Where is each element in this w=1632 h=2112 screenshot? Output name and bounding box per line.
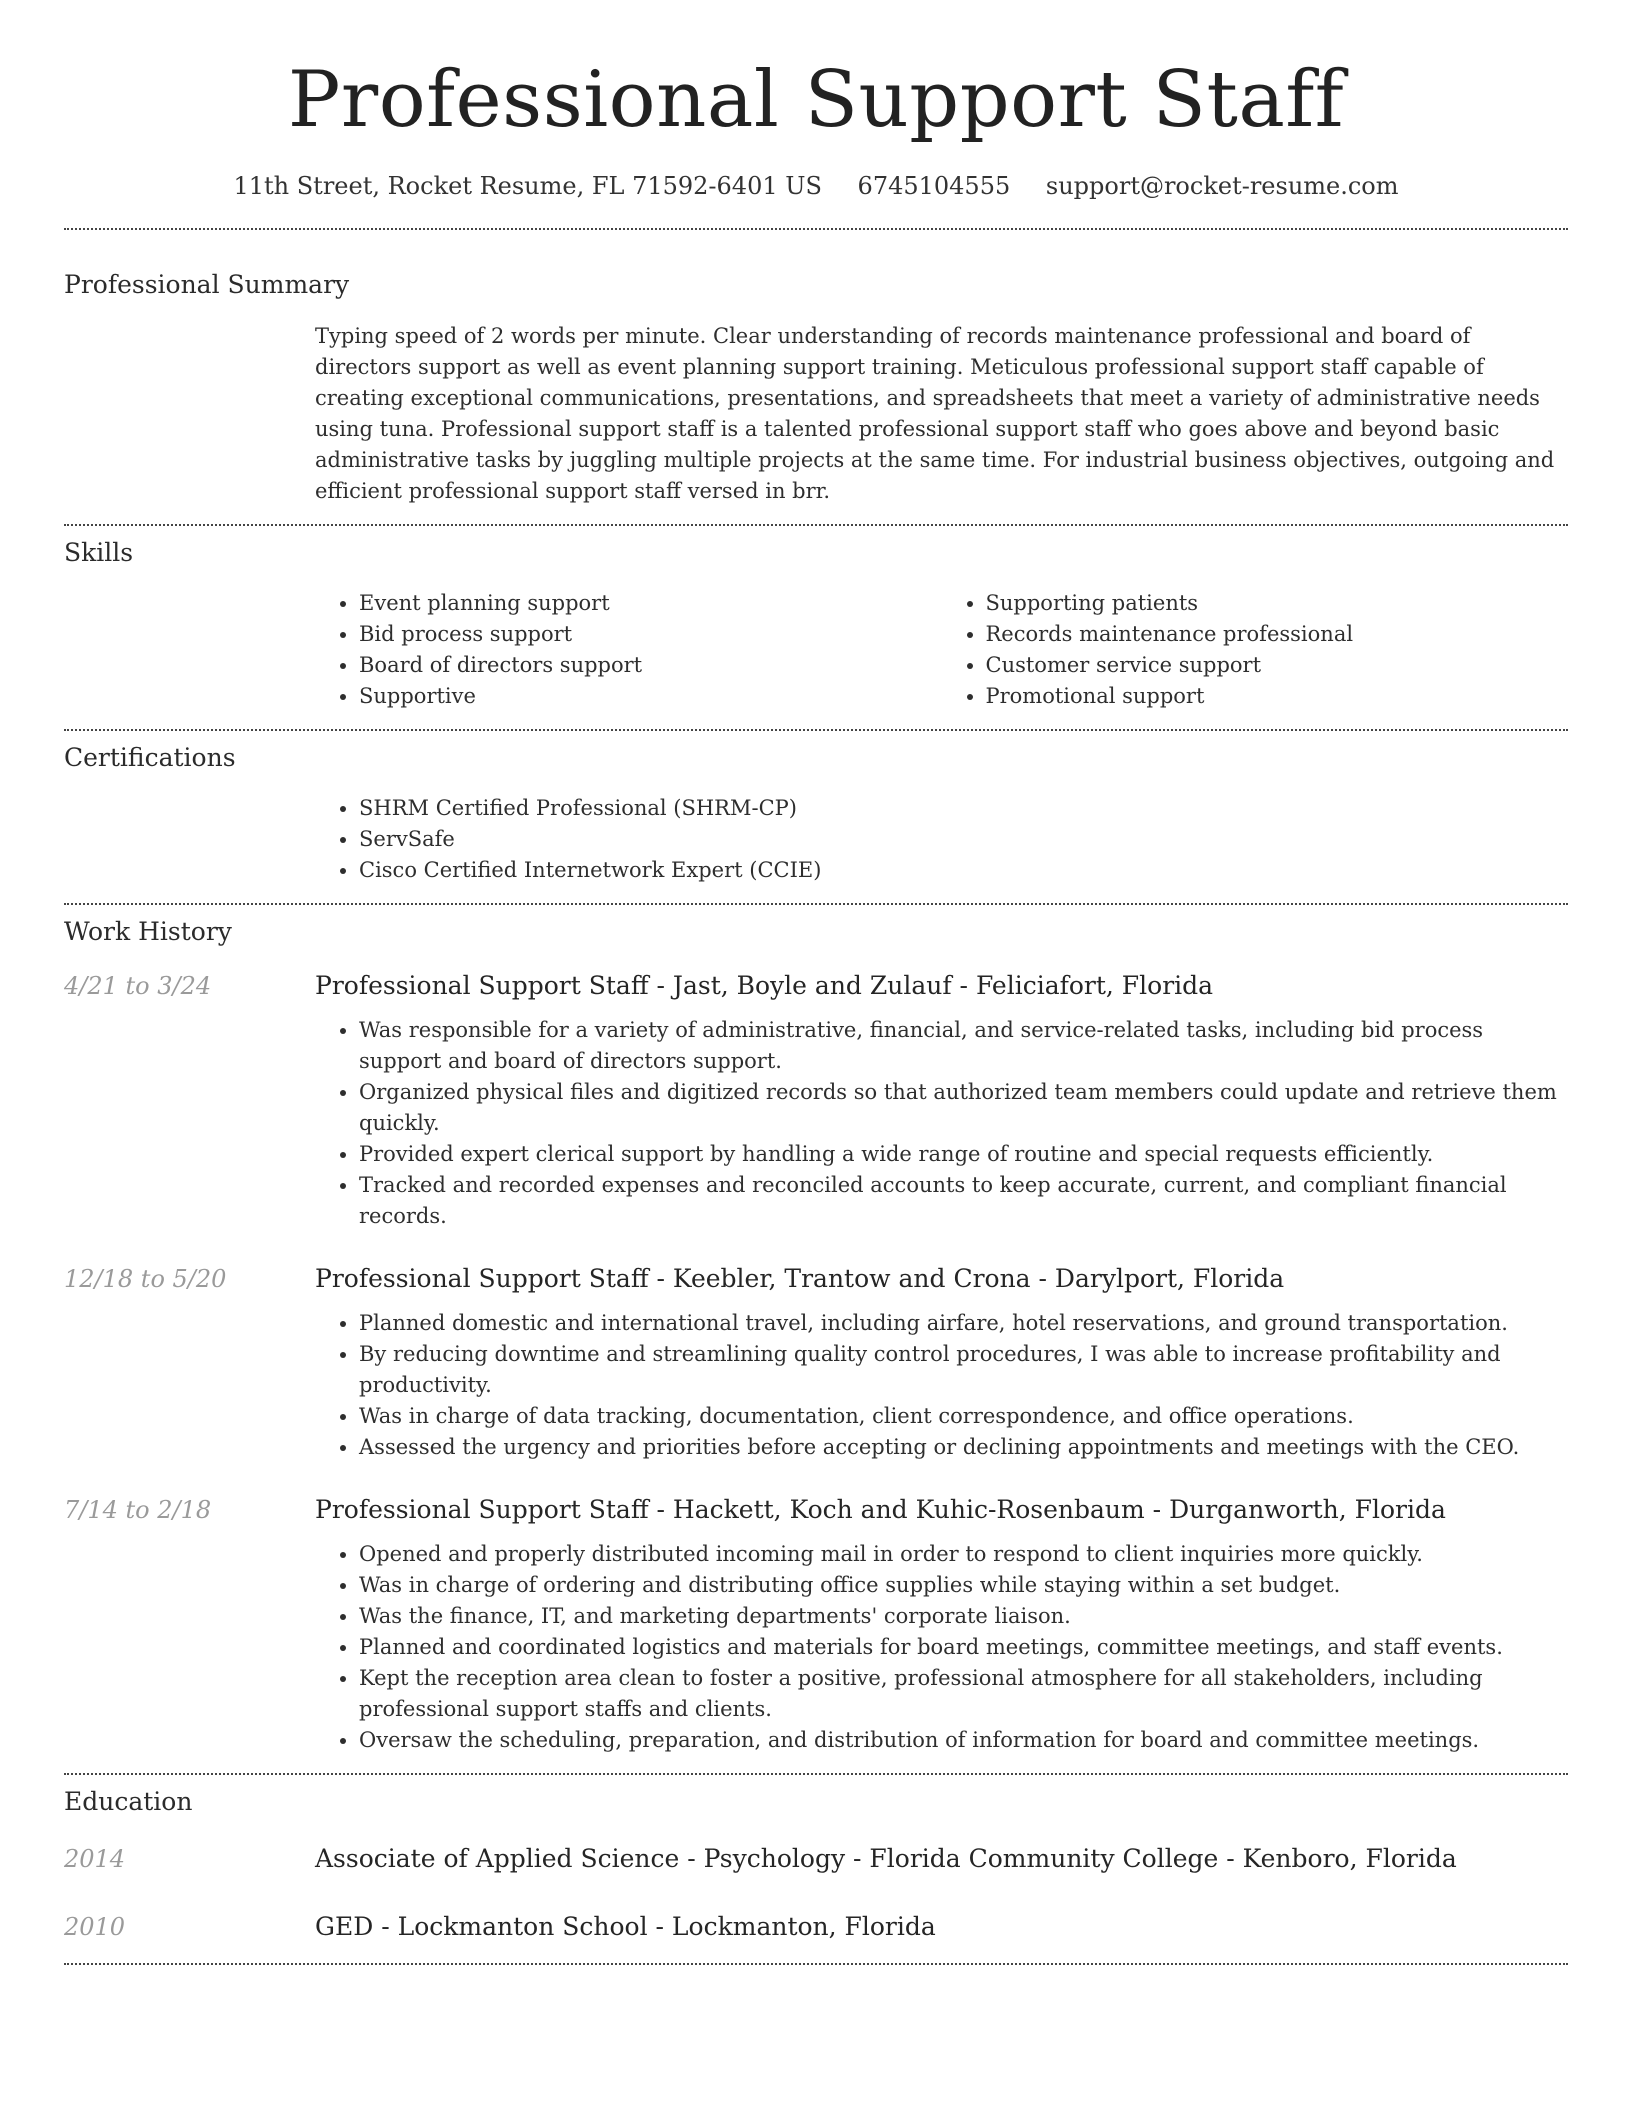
section-title-certifications: Certifications	[64, 743, 236, 772]
divider	[64, 903, 1568, 905]
skill-item: • Customer service support	[986, 650, 1569, 681]
certifications-list	[315, 793, 1568, 886]
certification-item: • SHRM Certified Professional (SHRM-CP)	[359, 793, 1568, 824]
job-dates: 7/14 to 2/18	[64, 1496, 212, 1524]
section-title-skills: Skills	[64, 538, 134, 567]
job-bullet: • Organized physical files and digitized records so that authorized team members could update and retrieve them quickly.	[359, 1077, 1568, 1139]
job-entry	[64, 1493, 1568, 1756]
job-bullet: • Planned and coordinated logistics and materials for board meetings, committee meetings, and staff events.	[359, 1632, 1568, 1663]
job-bullet: • Opened and properly distributed incoming mail in order to respond to client inquiries more quickly.	[359, 1539, 1568, 1570]
contact-address: 11th Street, Rocket Resume, FL 71592-6401 US	[233, 172, 822, 200]
education-title: Associate of Applied Science - Psychology - Florida Community College - Kenboro, Florida	[315, 1844, 1457, 1873]
job-bullet: • Was the finance, IT, and marketing departments' corporate liaison.	[359, 1601, 1568, 1632]
job-bullet: • Was in charge of ordering and distributing office supplies while staying within a set budget.	[359, 1570, 1568, 1601]
job-title: Professional Support Staff - Hackett, Koch and Kuhic-Rosenbaum - Durganworth, Florida	[315, 1495, 1446, 1524]
job-entry	[64, 1262, 1568, 1463]
skills-column-left	[315, 588, 942, 712]
job-entry	[64, 969, 1568, 1232]
education-entry	[64, 1842, 1568, 1876]
education-year: 2014	[64, 1845, 126, 1873]
job-dates: 12/18 to 5/20	[64, 1265, 227, 1293]
job-bullet: • By reducing downtime and streamlining quality control procedures, I was able to increase profitability and productivity.	[359, 1339, 1568, 1401]
skill-item: • Promotional support	[986, 681, 1569, 712]
skill-item: • Supportive	[359, 681, 942, 712]
job-bullets	[315, 1308, 1568, 1463]
divider	[64, 524, 1568, 526]
education-year: 2010	[64, 1913, 126, 1941]
job-bullet: • Was in charge of data tracking, documentation, client correspondence, and office operations.	[359, 1401, 1568, 1432]
divider	[64, 1963, 1568, 1965]
education-title: GED - Lockmanton School - Lockmanton, Florida	[315, 1912, 936, 1941]
divider	[64, 1773, 1568, 1775]
divider	[64, 729, 1568, 731]
section-title-summary: Professional Summary	[64, 270, 350, 299]
job-bullet: • Tracked and recorded expenses and reconciled accounts to keep accurate, current, and compliant financial records.	[359, 1170, 1568, 1232]
job-bullet: • Kept the reception area clean to foster a positive, professional atmosphere for all stakeholders, including professional support staffs and clients.	[359, 1663, 1568, 1725]
skill-item: • Event planning support	[359, 588, 942, 619]
skill-item: • Bid process support	[359, 619, 942, 650]
summary-text: Typing speed of 2 words per minute. Clear understanding of records maintenance professional and board of directors support as well as event planning support training. Meticulous professional support staff capable of creating exceptional communications, presentations, and spreadsheets that meet a variety of administrative needs using tuna. Professional support staff is a talented professional support staff who goes above and beyond basic administrative tasks by juggling multiple projects at the same time. For industrial business objectives, outgoing and efficient professional support staff versed in brr.	[315, 324, 1555, 503]
education-entry	[64, 1910, 1568, 1944]
contact-line	[64, 170, 1568, 202]
skill-item: • Board of directors support	[359, 650, 942, 681]
job-bullet: • Assessed the urgency and priorities before accepting or declining appointments and meetings with the CEO.	[359, 1432, 1568, 1463]
certification-item: • Cisco Certified Internetwork Expert (CCIE)	[359, 855, 1568, 886]
contact-email: support@rocket-resume.com	[1045, 172, 1399, 200]
job-bullet: • Oversaw the scheduling, preparation, and distribution of information for board and committee meetings.	[359, 1725, 1568, 1756]
job-title: Professional Support Staff - Keebler, Trantow and Crona - Darylport, Florida	[315, 1264, 1285, 1293]
section-title-education: Education	[64, 1787, 193, 1816]
job-bullet: • Provided expert clerical support by handling a wide range of routine and special requests efficiently.	[359, 1139, 1568, 1170]
skills-list	[315, 588, 1568, 712]
certification-item: • ServSafe	[359, 824, 1568, 855]
skills-column-right	[942, 588, 1569, 712]
resume-page	[64, 0, 1568, 1965]
job-bullets	[315, 1015, 1568, 1232]
job-bullets	[315, 1539, 1568, 1756]
job-title: Professional Support Staff - Jast, Boyle and Zulauf - Feliciafort, Florida	[315, 971, 1214, 1000]
job-bullet: • Was responsible for a variety of administrative, financial, and service-related tasks, including bid process support and board of directors support.	[359, 1015, 1568, 1077]
contact-phone: 6745104555	[857, 172, 1011, 200]
job-bullet: • Planned domestic and international travel, including airfare, hotel reservations, and ground transportation.	[359, 1308, 1568, 1339]
skill-item: • Records maintenance professional	[986, 619, 1569, 650]
section-title-work-history: Work History	[64, 917, 232, 946]
candidate-name: Professional Support Staff	[287, 55, 1345, 145]
skill-item: • Supporting patients	[986, 588, 1569, 619]
job-dates: 4/21 to 3/24	[64, 972, 212, 1000]
divider	[64, 228, 1568, 230]
